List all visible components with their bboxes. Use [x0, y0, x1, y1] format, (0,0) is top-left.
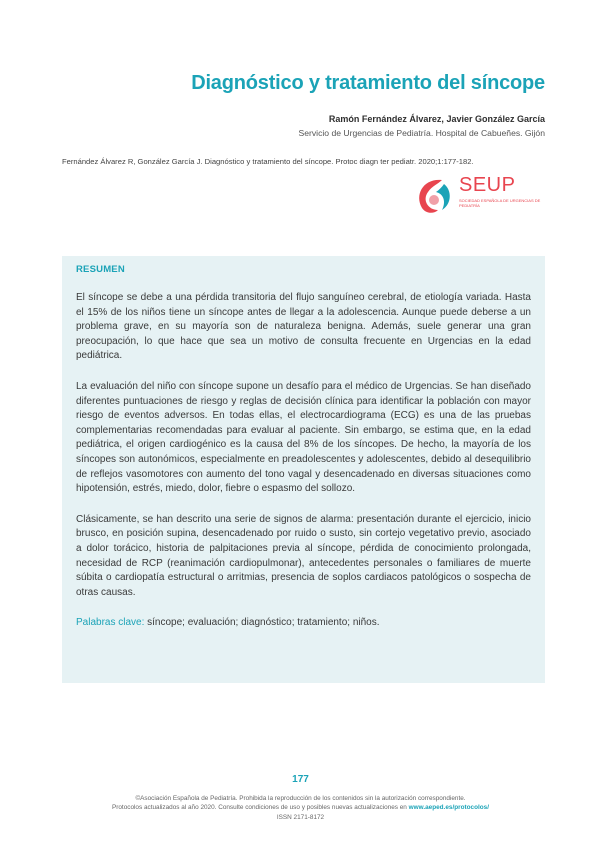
logo-tagline: SOCIEDAD ESPAÑOLA DE URGENCIAS DE PEDIATRÍA: [459, 198, 541, 208]
logo-wordmark: SEUP: [459, 174, 516, 196]
copyright-notice: ©Asociación Española de Pediatría. Prohibida la reproducción de los contenidos sin la autorización correspondiente.: [135, 795, 466, 802]
update-notice: [0, 804, 601, 811]
seup-emblem-icon: [412, 174, 456, 218]
protocols-link[interactable]: www.aeped.es/protocolos/: [408, 804, 490, 811]
abstract-heading: RESUMEN: [76, 264, 125, 275]
abstract-box: [62, 256, 545, 683]
abstract-paragraph-3: Clásicamente, se han descrito una serie de signos de alarma: presentación durante el ejercicio, inicio brusco, en posición supina, desencadenado por ruido o susto, sin cortejo vegetativo previo, asociado a dolor torácico, historia de palpitaciones previa al síncope, pérdida de conocimiento prolongada, necesidad de RCP (reanimación cardiopulmonar), antecedentes personales o familiares de muerte súbita o cardiopatía estructural o arritmias, presencia de soplos cardiacos patológicos o sospecha de otras causas.: [76, 513, 531, 598]
issn: ISSN 2171-8172: [276, 814, 325, 821]
seup-logo: [412, 172, 552, 222]
page-number: 177: [292, 774, 309, 785]
citation: Fernández Álvarez R, González García J. Diagnóstico y tratamiento del síncope. Protoc diagn ter pediatr. 2020;1:177-182.: [62, 157, 474, 166]
keywords-list: síncope; evaluación; diagnóstico; tratamiento; niños.: [144, 617, 380, 629]
keywords-label: Palabras clave:: [76, 617, 145, 629]
update-notice-text: Protocolos actualizados al año 2020. Consulte condiciones de uso y posibles nuevas actualizaciones en: [111, 804, 409, 811]
authors: Ramón Fernández Álvarez, Javier González García: [328, 114, 545, 124]
affiliation: Servicio de Urgencias de Pediatría. Hospital de Cabueñes. Gijón: [298, 128, 545, 138]
keywords: [76, 616, 531, 630]
abstract-paragraph-2: La evaluación del niño con síncope supone un desafío para el médico de Urgencias. Se han diseñado diferentes puntuaciones de riesgo y reglas de decisión clínica para identificar la población con mayor riesgo de eventos adversos. En todas ellas, el electrocardiograma (ECG) es una de las pruebas complementarias recomendadas para evaluar al paciente. Sin embargo, se estima que, en la edad pediátrica, el origen cardiogénico es la causa del 8% de los síncopes. De hecho, la mayoría de los síncopes son autonómicos, especialmente en preadolescentes y adolescentes, debido al desequilibrio de reflejos vasomotores con aumento del tono vagal y desencadenado en diversas situaciones como hipotensión, estrés, miedo, dolor, fiebre o espasmo del sollozo.: [76, 380, 531, 495]
abstract-paragraph-1: El síncope se debe a una pérdida transitoria del flujo sanguíneo cerebral, de etiología variada. Hasta el 15% de los niños tiene un síncope antes de llegar a la adolescencia. Aunque puede deberse a un problema grave, en su mayoría son de naturaleza benigna. Además, suele generar una gran preocupación, lo que hace que sea un motivo de consulta frecuente en Urgencias en la edad pediátrica.: [76, 292, 531, 362]
article-title: Diagnóstico y tratamiento del síncope: [191, 72, 545, 94]
